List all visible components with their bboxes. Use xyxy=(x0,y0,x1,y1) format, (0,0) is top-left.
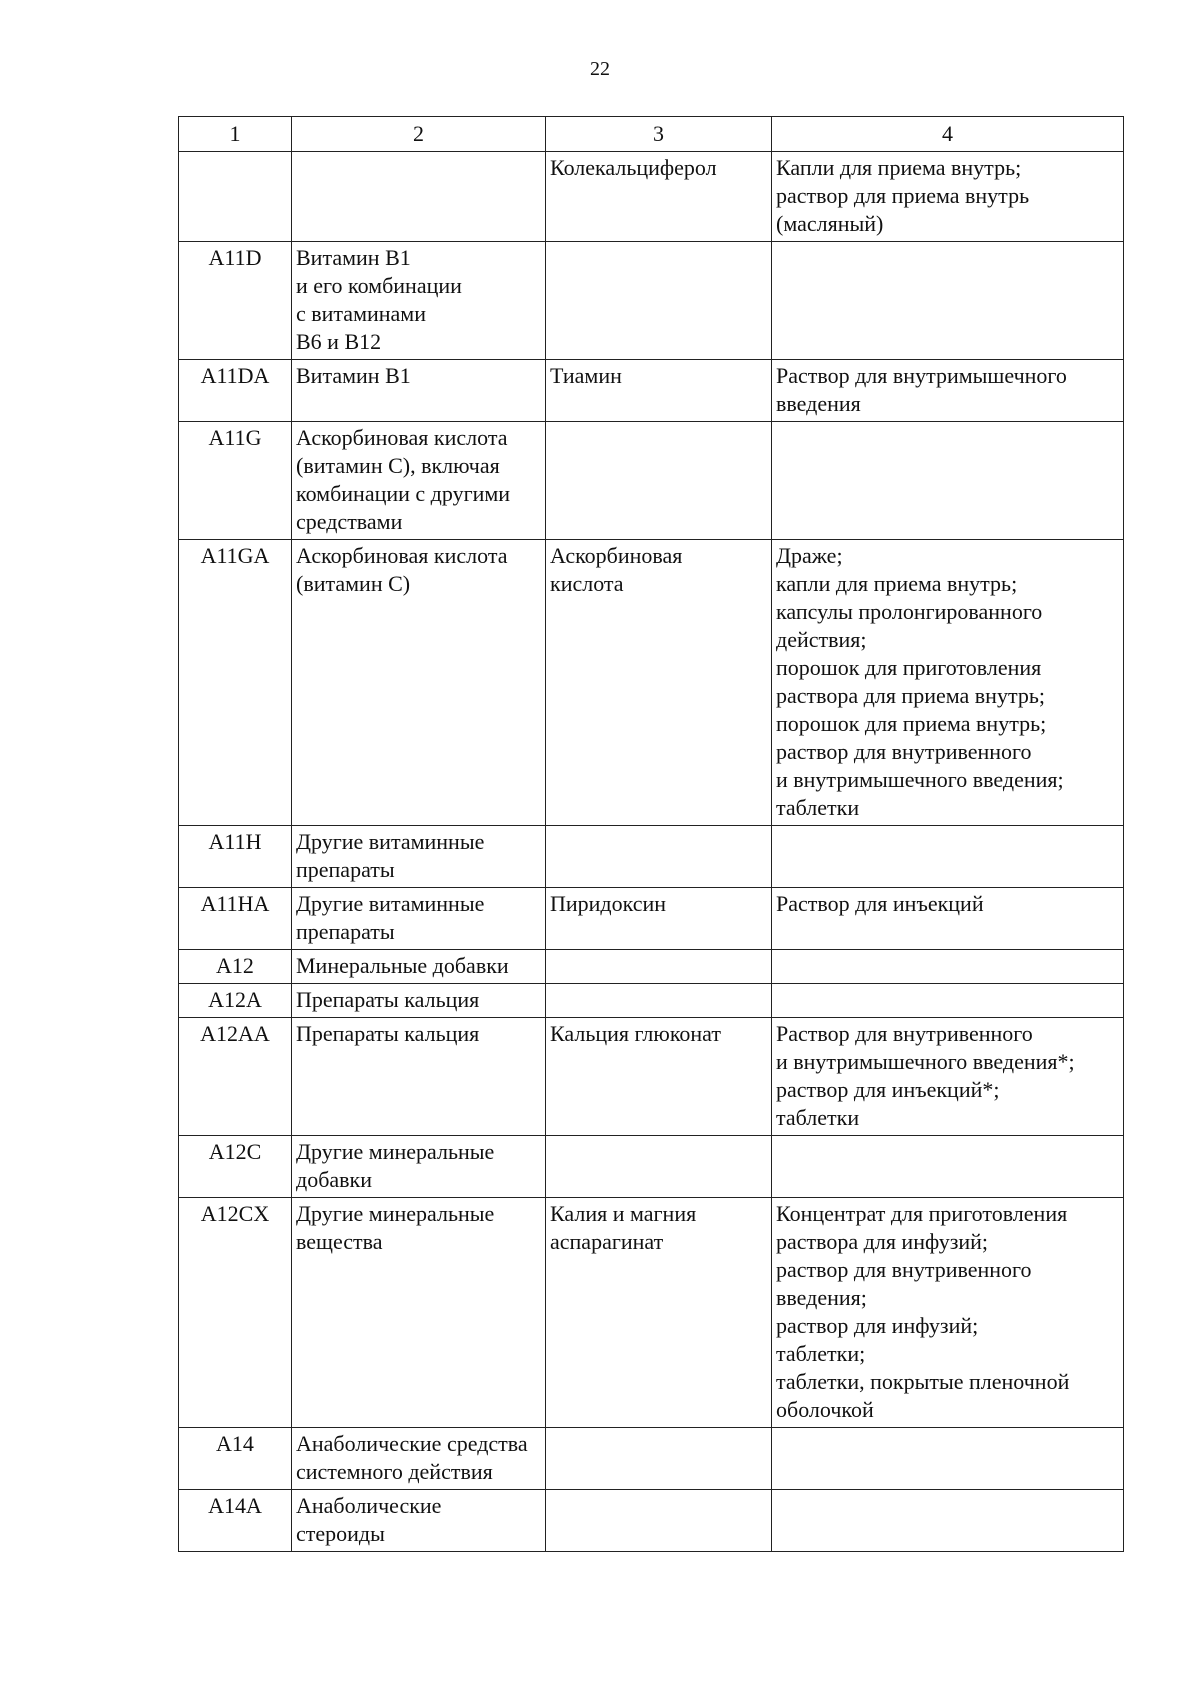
dosage-forms-cell xyxy=(772,950,1124,984)
drug-name-cell xyxy=(546,1136,772,1198)
dosage-forms-cell xyxy=(772,984,1124,1018)
cell-text-line: Препараты кальция xyxy=(296,1021,480,1046)
cell-text-line: с витаминами xyxy=(296,301,427,326)
cell-text-line: капсулы пролонгированного xyxy=(776,599,1043,624)
cell-text-line: раствор для инъекций*; xyxy=(776,1077,1000,1102)
cell-text-line: введения; xyxy=(776,1285,867,1310)
cell-text-line: и внутримышечного введения*; xyxy=(776,1049,1075,1074)
cell-text-line: Капли для приема внутрь; xyxy=(776,155,1022,180)
table-row xyxy=(179,1428,1124,1490)
cell-text-line: средствами xyxy=(296,509,403,534)
dosage-forms-cell xyxy=(772,826,1124,888)
cell-text-line: раствор для внутривенного xyxy=(776,1257,1032,1282)
cell-text-line: введения xyxy=(776,391,861,416)
cell-text-line: стероиды xyxy=(296,1521,385,1546)
cell-text-line: Тиамин xyxy=(550,363,622,388)
dosage-forms-cell xyxy=(772,1428,1124,1490)
group-name-cell xyxy=(292,950,546,984)
column-header: 3 xyxy=(546,117,772,152)
cell-text-line: добавки xyxy=(296,1167,373,1192)
dosage-forms-cell xyxy=(772,422,1124,540)
cell-text-line: Раствор для инъекций xyxy=(776,891,984,916)
cell-text-line: Другие минеральные xyxy=(296,1139,495,1164)
cell-text-line: действия; xyxy=(776,627,867,652)
cell-text-line: (витамин С), включая xyxy=(296,453,500,478)
drug-name-cell xyxy=(546,950,772,984)
cell-text-line: препараты xyxy=(296,919,395,944)
atc-code-cell: A12CX xyxy=(179,1198,292,1428)
dosage-forms-cell xyxy=(772,242,1124,360)
cell-text-line: (витамин С) xyxy=(296,571,411,596)
table-header-row xyxy=(179,117,1124,152)
cell-text-line: комбинации с другими xyxy=(296,481,511,506)
cell-text-line: кислота xyxy=(550,571,624,596)
drug-list-table-wrap xyxy=(178,116,1123,1552)
group-name-cell xyxy=(292,1136,546,1198)
cell-text-line: Другие минеральные xyxy=(296,1201,495,1226)
cell-text-line: раствора для приема внутрь; xyxy=(776,683,1045,708)
table-row xyxy=(179,152,1124,242)
cell-text-line: Драже; xyxy=(776,543,843,568)
drug-name-cell xyxy=(546,888,772,950)
group-name-cell xyxy=(292,540,546,826)
cell-text-line: Аскорбиновая кислота xyxy=(296,425,508,450)
cell-text-line: порошок для приготовления xyxy=(776,655,1042,680)
cell-text-line: Раствор для внутривенного xyxy=(776,1021,1033,1046)
cell-text-line: Калия и магния xyxy=(550,1201,697,1226)
table-row xyxy=(179,1198,1124,1428)
atc-code-cell: A12 xyxy=(179,950,292,984)
atc-code-cell: A12AA xyxy=(179,1018,292,1136)
cell-text-line: Концентрат для приготовления xyxy=(776,1201,1068,1226)
cell-text-line: Пиридоксин xyxy=(550,891,667,916)
atc-code-cell: A11DA xyxy=(179,360,292,422)
cell-text-line: Анаболические средства xyxy=(296,1431,528,1456)
drug-name-cell xyxy=(546,540,772,826)
drug-name-cell xyxy=(546,1490,772,1552)
cell-text-line: вещества xyxy=(296,1229,383,1254)
group-name-cell xyxy=(292,422,546,540)
cell-text-line: Другие витаминные xyxy=(296,829,485,854)
cell-text-line: B6 и B12 xyxy=(296,329,382,354)
cell-text-line: раствор для приема внутрь xyxy=(776,183,1030,208)
drug-name-cell xyxy=(546,1018,772,1136)
cell-text-line: и внутримышечного введения; xyxy=(776,767,1064,792)
cell-text-line: Витамин B1 xyxy=(296,363,411,388)
dosage-forms-cell xyxy=(772,152,1124,242)
cell-text-line: таблетки, покрытые пленочной xyxy=(776,1369,1070,1394)
cell-text-line: Аскорбиновая кислота xyxy=(296,543,508,568)
atc-code-cell: A11G xyxy=(179,422,292,540)
drug-name-cell xyxy=(546,242,772,360)
cell-text-line: Раствор для внутримышечного xyxy=(776,363,1067,388)
dosage-forms-cell xyxy=(772,1018,1124,1136)
cell-text-line: Витамин B1 xyxy=(296,245,411,270)
cell-text-line: таблетки; xyxy=(776,1341,866,1366)
group-name-cell xyxy=(292,360,546,422)
table-row xyxy=(179,422,1124,540)
table-row xyxy=(179,1018,1124,1136)
atc-code-cell xyxy=(179,152,292,242)
atc-code-cell: A12C xyxy=(179,1136,292,1198)
drug-name-cell xyxy=(546,360,772,422)
table-row xyxy=(179,1490,1124,1552)
drug-name-cell xyxy=(546,1198,772,1428)
drug-name-cell xyxy=(546,152,772,242)
drug-list-table xyxy=(178,116,1124,1552)
dosage-forms-cell xyxy=(772,1136,1124,1198)
table-row xyxy=(179,826,1124,888)
atc-code-cell: A14 xyxy=(179,1428,292,1490)
drug-name-cell xyxy=(546,422,772,540)
cell-text-line: Минеральные добавки xyxy=(296,953,509,978)
group-name-cell xyxy=(292,826,546,888)
column-header: 2 xyxy=(292,117,546,152)
cell-text-line: Колекальциферол xyxy=(550,155,717,180)
cell-text-line: Другие витаминные xyxy=(296,891,485,916)
cell-text-line: таблетки xyxy=(776,1105,860,1130)
atc-code-cell: A12A xyxy=(179,984,292,1018)
table-row xyxy=(179,360,1124,422)
group-name-cell xyxy=(292,242,546,360)
group-name-cell xyxy=(292,888,546,950)
table-row xyxy=(179,888,1124,950)
cell-text-line: Препараты кальция xyxy=(296,987,480,1012)
cell-text-line: (масляный) xyxy=(776,211,884,236)
dosage-forms-cell xyxy=(772,360,1124,422)
dosage-forms-cell xyxy=(772,888,1124,950)
table-row xyxy=(179,242,1124,360)
cell-text-line: капли для приема внутрь; xyxy=(776,571,1018,596)
group-name-cell xyxy=(292,1198,546,1428)
table-row xyxy=(179,984,1124,1018)
dosage-forms-cell xyxy=(772,1490,1124,1552)
atc-code-cell: A14A xyxy=(179,1490,292,1552)
cell-text-line: аспарагинат xyxy=(550,1229,664,1254)
table-row xyxy=(179,950,1124,984)
cell-text-line: Аскорбиновая xyxy=(550,543,683,568)
cell-text-line: препараты xyxy=(296,857,395,882)
cell-text-line: раствор для инфузий; xyxy=(776,1313,979,1338)
atc-code-cell: A11D xyxy=(179,242,292,360)
group-name-cell xyxy=(292,152,546,242)
column-header: 4 xyxy=(772,117,1124,152)
cell-text-line: системного действия xyxy=(296,1459,493,1484)
dosage-forms-cell xyxy=(772,540,1124,826)
group-name-cell xyxy=(292,1428,546,1490)
dosage-forms-cell xyxy=(772,1198,1124,1428)
table-row xyxy=(179,540,1124,826)
atc-code-cell: A11HA xyxy=(179,888,292,950)
cell-text-line: Кальция глюконат xyxy=(550,1021,721,1046)
cell-text-line: раствор для внутривенного xyxy=(776,739,1032,764)
table-row xyxy=(179,1136,1124,1198)
drug-name-cell xyxy=(546,826,772,888)
drug-name-cell xyxy=(546,1428,772,1490)
drug-name-cell xyxy=(546,984,772,1018)
group-name-cell xyxy=(292,1018,546,1136)
atc-code-cell: A11H xyxy=(179,826,292,888)
cell-text-line: Анаболические xyxy=(296,1493,442,1518)
atc-code-cell: A11GA xyxy=(179,540,292,826)
cell-text-line: раствора для инфузий; xyxy=(776,1229,989,1254)
cell-text-line: таблетки xyxy=(776,795,860,820)
group-name-cell xyxy=(292,1490,546,1552)
cell-text-line: оболочкой xyxy=(776,1397,874,1422)
group-name-cell xyxy=(292,984,546,1018)
cell-text-line: и его комбинации xyxy=(296,273,462,298)
cell-text-line: порошок для приема внутрь; xyxy=(776,711,1047,736)
column-header: 1 xyxy=(179,117,292,152)
page-number: 22 xyxy=(590,58,610,80)
